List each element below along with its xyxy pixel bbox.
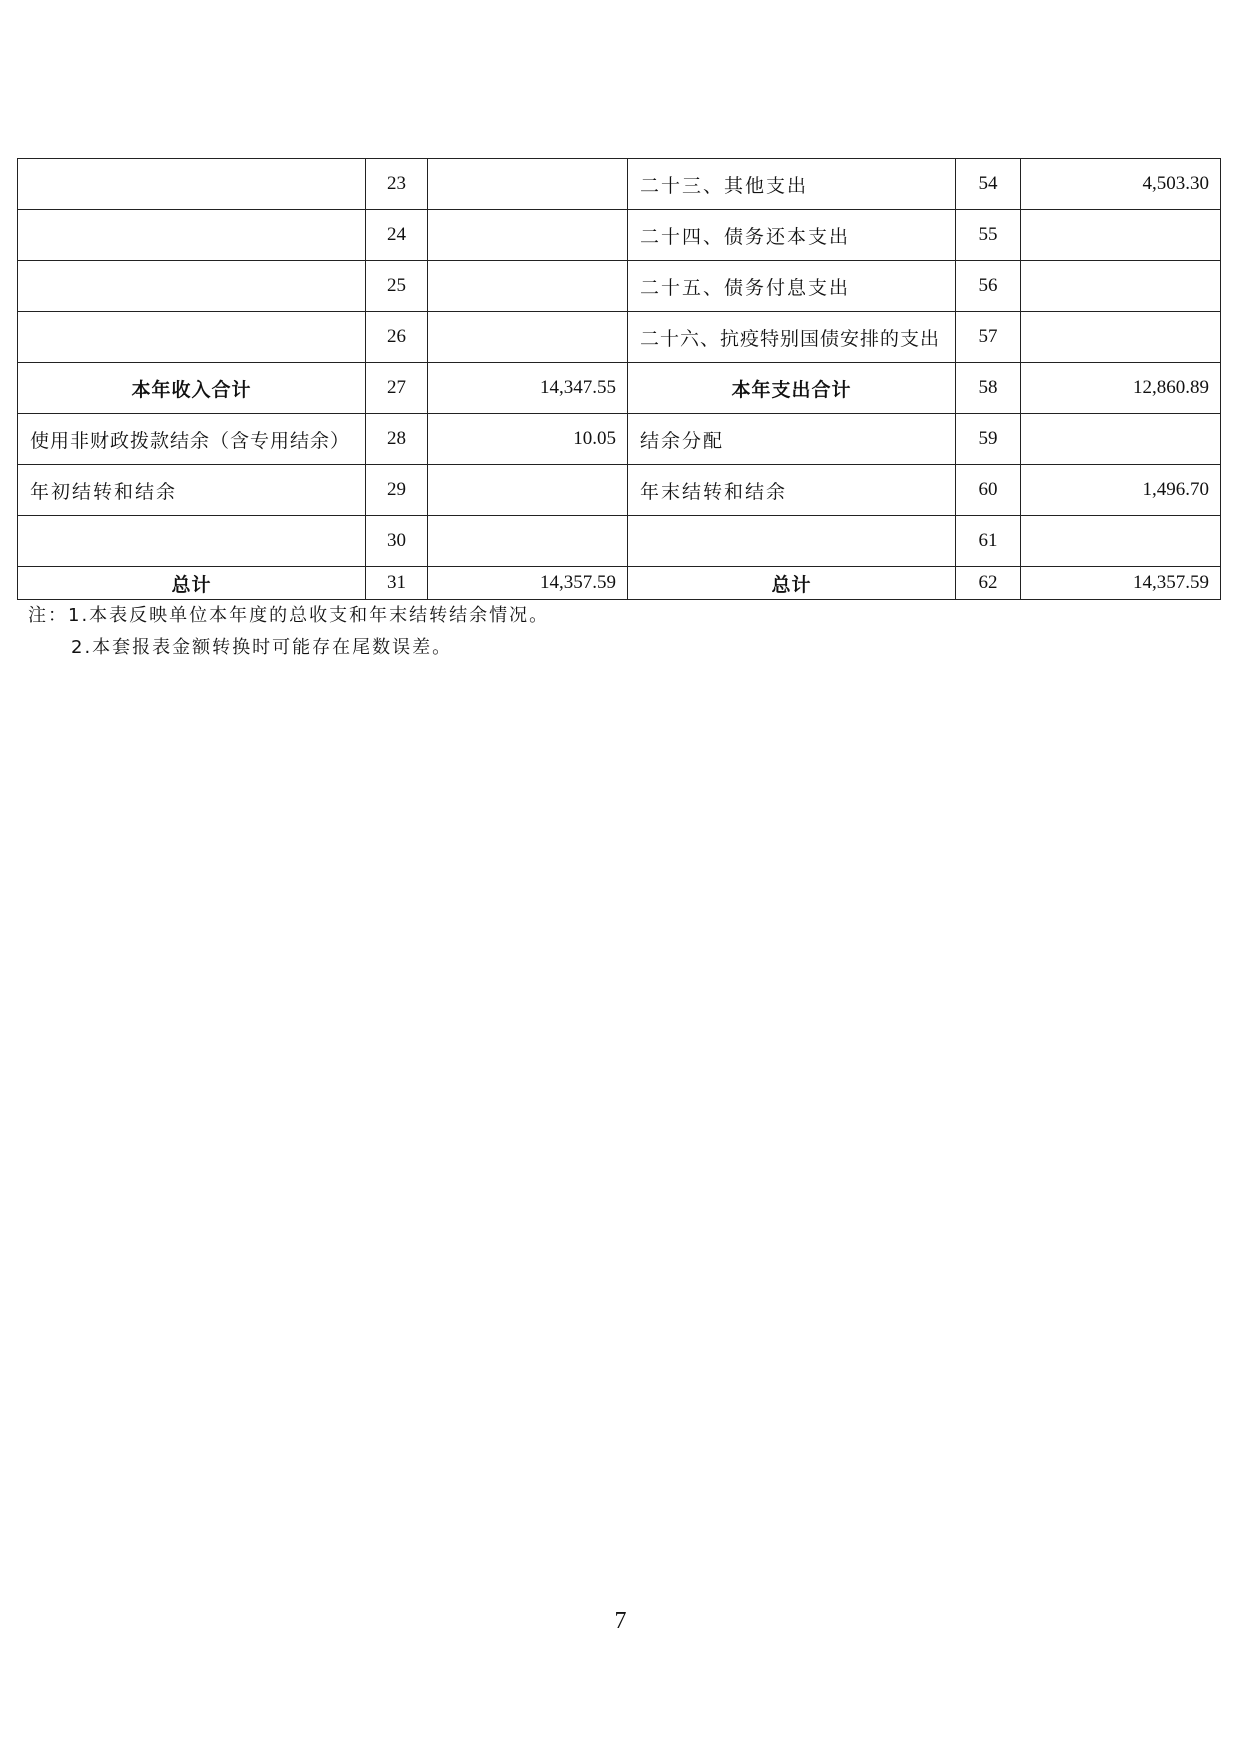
expense-total-amount: 14,357.59 (1021, 567, 1221, 600)
income-amount (428, 465, 628, 516)
expense-row-number: 54 (956, 159, 1021, 210)
expense-amount (1021, 312, 1221, 363)
expense-item-label: 二十三、其他支出 (628, 159, 956, 210)
expense-item-label: 结余分配 (628, 414, 956, 465)
income-row-number: 29 (366, 465, 428, 516)
table-row (18, 414, 1221, 465)
expense-amount: 4,503.30 (1021, 159, 1221, 210)
expense-row-number: 56 (956, 261, 1021, 312)
income-total-label: 总计 (18, 567, 366, 600)
expense-amount (1021, 210, 1221, 261)
table-row (18, 465, 1221, 516)
expense-row-number: 55 (956, 210, 1021, 261)
income-item-label (18, 210, 366, 261)
income-row-number: 24 (366, 210, 428, 261)
income-row-number: 31 (366, 567, 428, 600)
income-amount (428, 261, 628, 312)
table-row-total (18, 567, 1221, 600)
expense-subtotal-amount: 12,860.89 (1021, 363, 1221, 414)
income-item-label: 年初结转和结余 (18, 465, 366, 516)
income-row-number: 30 (366, 516, 428, 567)
table-row (18, 516, 1221, 567)
expense-row-number: 59 (956, 414, 1021, 465)
expense-amount: 1,496.70 (1021, 465, 1221, 516)
expense-item-label (628, 516, 956, 567)
expense-row-number: 62 (956, 567, 1021, 600)
expense-item-label: 年末结转和结余 (628, 465, 956, 516)
income-item-label (18, 159, 366, 210)
expense-amount (1021, 261, 1221, 312)
income-subtotal-amount: 14,347.55 (428, 363, 628, 414)
expense-item-label: 二十四、债务还本支出 (628, 210, 956, 261)
income-amount (428, 516, 628, 567)
income-row-number: 23 (366, 159, 428, 210)
income-row-number: 27 (366, 363, 428, 414)
expense-subtotal-label: 本年支出合计 (628, 363, 956, 414)
expense-row-number: 60 (956, 465, 1021, 516)
income-item-label (18, 312, 366, 363)
income-subtotal-label: 本年收入合计 (18, 363, 366, 414)
income-item-label (18, 261, 366, 312)
income-amount (428, 312, 628, 363)
income-amount (428, 159, 628, 210)
expense-amount (1021, 414, 1221, 465)
note-line-1: 注：1.本表反映单位本年度的总收支和年末结转结余情况。 (28, 605, 550, 626)
table-row-subtotal (18, 363, 1221, 414)
income-item-label (18, 516, 366, 567)
expense-row-number: 61 (956, 516, 1021, 567)
income-total-amount: 14,357.59 (428, 567, 628, 600)
table-row (18, 312, 1221, 363)
income-row-number: 26 (366, 312, 428, 363)
income-amount: 10.05 (428, 414, 628, 465)
income-row-number: 28 (366, 414, 428, 465)
income-amount (428, 210, 628, 261)
income-item-label: 使用非财政拨款结余（含专用结余） (18, 414, 366, 465)
expense-row-number: 57 (956, 312, 1021, 363)
table-row (18, 261, 1221, 312)
page-number: 7 (614, 1608, 627, 1634)
expense-amount (1021, 516, 1221, 567)
table-row (18, 159, 1221, 210)
note-line-2: 2.本套报表金额转换时可能存在尾数误差。 (71, 637, 453, 658)
expense-item-label: 二十五、债务付息支出 (628, 261, 956, 312)
table-row (18, 210, 1221, 261)
income-row-number: 25 (366, 261, 428, 312)
expense-row-number: 58 (956, 363, 1021, 414)
table-notes (28, 600, 549, 664)
income-expenditure-table (17, 158, 1221, 600)
expense-item-label: 二十六、抗疫特别国债安排的支出 (628, 312, 956, 363)
expense-total-label: 总计 (628, 567, 956, 600)
